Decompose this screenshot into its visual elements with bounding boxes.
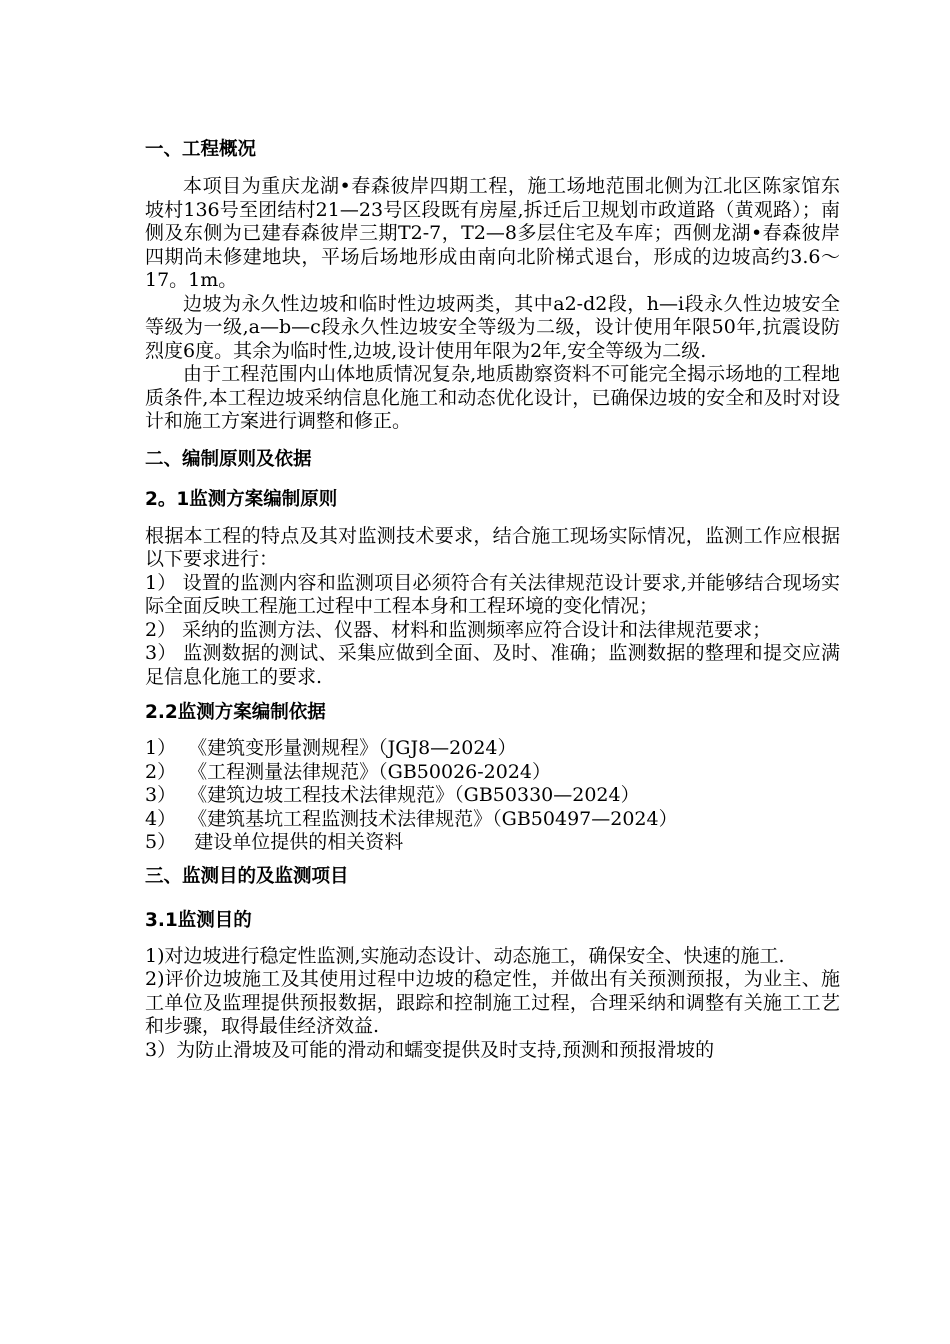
reference-item-3: 3） 《建筑边坡工程技术法律规范》（GB50330—2024） xyxy=(145,784,640,806)
subsection-2-2-heading: 2.2监测方案编制依据 xyxy=(145,702,326,723)
section-1-heading: 一、工程概况 xyxy=(145,139,257,160)
subsection-3-1-heading: 3.1监测目的 xyxy=(145,909,252,931)
principle-item-2: 2） 采纳的监测方法、仪器、材料和监测频率应符合设计和法律规范要求； xyxy=(145,618,772,641)
purpose-item-1: 1)对边坡进行稳定性监测,实施动态设计、动态施工，确保安全、快速的施工. xyxy=(145,944,785,967)
reference-item-2: 2） 《工程测量法律规范》（GB50026-2024） xyxy=(145,760,552,783)
subsection-2-1-heading: 2。1监测方案编制原则 xyxy=(145,488,338,510)
section-1-paragraph-3: 由于工程范围内山体地质情况复杂,地质勘察资料不可能完全揭示场地的工程地质条件,本工程边坡采纳信息化施工和动态优化设计，已确保边坡的安全和及时对设计和施工方案进行调整和修正。 xyxy=(145,363,840,432)
principle-item-1: 1） 设置的监测内容和监测项目必须符合有关法律规范设计要求,并能够结合现场实际全面反映工程施工过程中工程本身和工程环境的变化情况； xyxy=(145,571,840,617)
principle-item-3: 3） 监测数据的测试、采集应做到全面、及时、准确；监测数据的整理和提交应满足信息化施工的要求. xyxy=(145,642,840,688)
section-3-heading: 三、监测目的及监测项目 xyxy=(145,865,349,887)
section-2-heading: 二、编制原则及依据 xyxy=(145,448,312,470)
reference-item-4: 4） 《建筑基坑工程监测技术法律规范》（GB50497—2024） xyxy=(145,807,678,830)
section-1-paragraph-2: 边坡为永久性边坡和临时性边坡两类，其中a2-d2段，h—i段永久性边坡安全等级为一级,a—b—c段永久性边坡安全等级为二级，设计使用年限50年,抗震设防烈度6度。其余为临时性,边坡,设计使用年限为2年,安全等级为二级. xyxy=(145,292,840,362)
section-1-paragraph-1: 本项目为重庆龙湖•春森彼岸四期工程，施工场地范围北侧为江北区陈家馆东坡村136号至团结村21—23号区段既有房屋,拆迁后卫规划市政道路（黄观路）；南侧及东侧为已建春森彼岸三期T2-7，T2—8多层住宅及车库；西侧龙湖•春森彼岸四期尚未修建地块，平场后场地形成由南向北阶梯式退台，形成的边坡高约3.6～17。1m。 xyxy=(145,175,840,291)
subsection-2-1-intro: 根据本工程的特点及其对监测技术要求，结合施工现场实际情况，监测工作应根据以下要求进行： xyxy=(145,524,840,570)
reference-item-5: 5） 建设单位提供的相关资料 xyxy=(145,831,404,853)
document-body xyxy=(145,138,840,1062)
reference-item-1: 1） 《建筑变形量测规程》（JGJ8—2024） xyxy=(145,737,517,759)
purpose-item-2: 2)评价边坡施工及其使用过程中边坡的稳定性，并做出有关预测预报，为业主、施工单位及监理提供预报数据，跟踪和控制施工过程，合理采纳和调整有关施工工艺和步骤，取得最佳经济效益. xyxy=(145,968,840,1037)
purpose-item-3: 3）为防止滑坡及可能的滑动和蠕变提供及时支持,预测和预报滑坡的 xyxy=(145,1038,715,1061)
